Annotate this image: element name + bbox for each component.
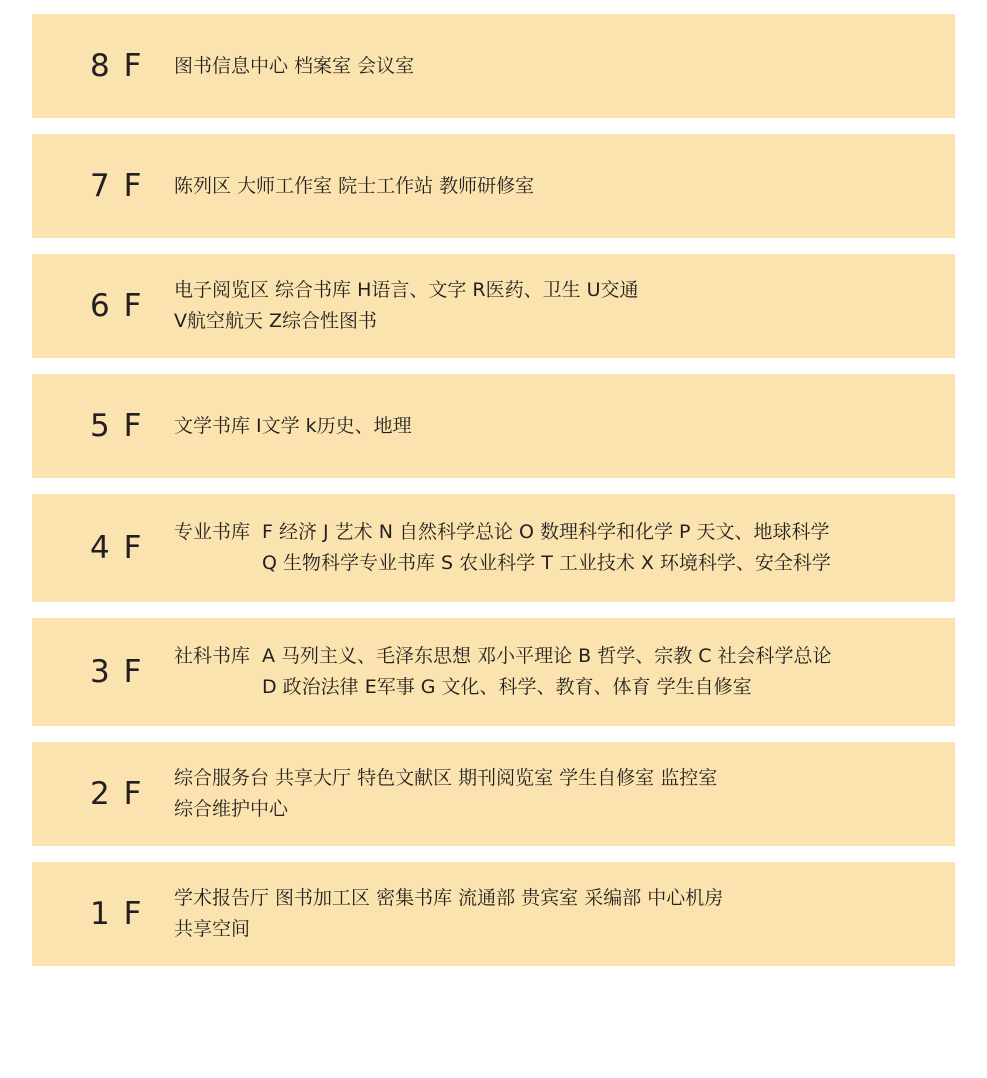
floor-label: 4 F <box>90 530 144 566</box>
floor-label: 7 F <box>90 168 144 204</box>
floor-label: 5 F <box>90 408 144 444</box>
detail-line: F 经济 J 艺术 N 自然科学总论 O 数理科学和化学 P 天文、地球科学 <box>262 521 830 543</box>
detail-lines <box>174 411 937 442</box>
zone-name: 社科书库 <box>174 645 251 667</box>
detail-line: 电子阅览区 综合书库 H语言、文字 R医药、卫生 U交通 <box>174 279 639 301</box>
floor-row <box>32 742 955 846</box>
floor-body <box>174 171 937 202</box>
detail-line: V航空航天 Z综合性图书 <box>174 310 378 332</box>
floor-label: 8 F <box>90 48 144 84</box>
floor-row <box>32 14 955 118</box>
detail-line: 综合维护中心 <box>174 798 289 820</box>
floor-row <box>32 862 955 966</box>
detail-line: 学术报告厅 图书加工区 密集书库 流通部 贵宾室 采编部 中心机房 <box>174 887 724 909</box>
detail-lines <box>174 171 937 202</box>
floor-row <box>32 134 955 238</box>
floor-label: 3 F <box>90 654 144 690</box>
floor-row <box>32 254 955 358</box>
floor-label: 6 F <box>90 288 144 324</box>
floor-label: 1 F <box>90 896 144 932</box>
floor-body <box>174 51 937 82</box>
detail-lines <box>174 51 937 82</box>
detail-line: A 马列主义、毛泽东思想 邓小平理论 B 哲学、宗教 C 社会科学总论 <box>262 645 832 667</box>
detail-line: Q 生物科学专业书库 S 农业科学 T 工业技术 X 环境科学、安全科学 <box>262 552 831 574</box>
detail-line: 综合服务台 共享大厅 特色文献区 期刊阅览室 学生自修室 监控室 <box>174 767 718 789</box>
detail-line: 共享空间 <box>174 918 251 940</box>
floor-row <box>32 374 955 478</box>
floor-body <box>174 275 937 337</box>
detail-lines <box>174 763 937 825</box>
detail-line: D 政治法律 E军事 G 文化、科学、教育、体育 学生自修室 <box>262 676 752 698</box>
floor-row <box>32 618 955 726</box>
detail-line: 陈列区 大师工作室 院士工作站 教师研修室 <box>174 174 535 197</box>
floor-body <box>174 517 937 579</box>
floor-body <box>174 411 937 442</box>
detail-lines <box>262 517 937 579</box>
floor-body <box>174 763 937 825</box>
floor-body <box>174 883 937 945</box>
floor-row <box>32 494 955 602</box>
detail-lines <box>262 641 937 703</box>
detail-lines <box>174 275 937 337</box>
detail-lines <box>174 883 937 945</box>
floor-label: 2 F <box>90 776 144 812</box>
detail-line: 图书信息中心 档案室 会议室 <box>174 54 415 77</box>
floor-body <box>174 641 937 703</box>
detail-line: 文学书库 I文学 k历史、地理 <box>174 414 412 437</box>
zone-name: 专业书库 <box>174 521 251 543</box>
